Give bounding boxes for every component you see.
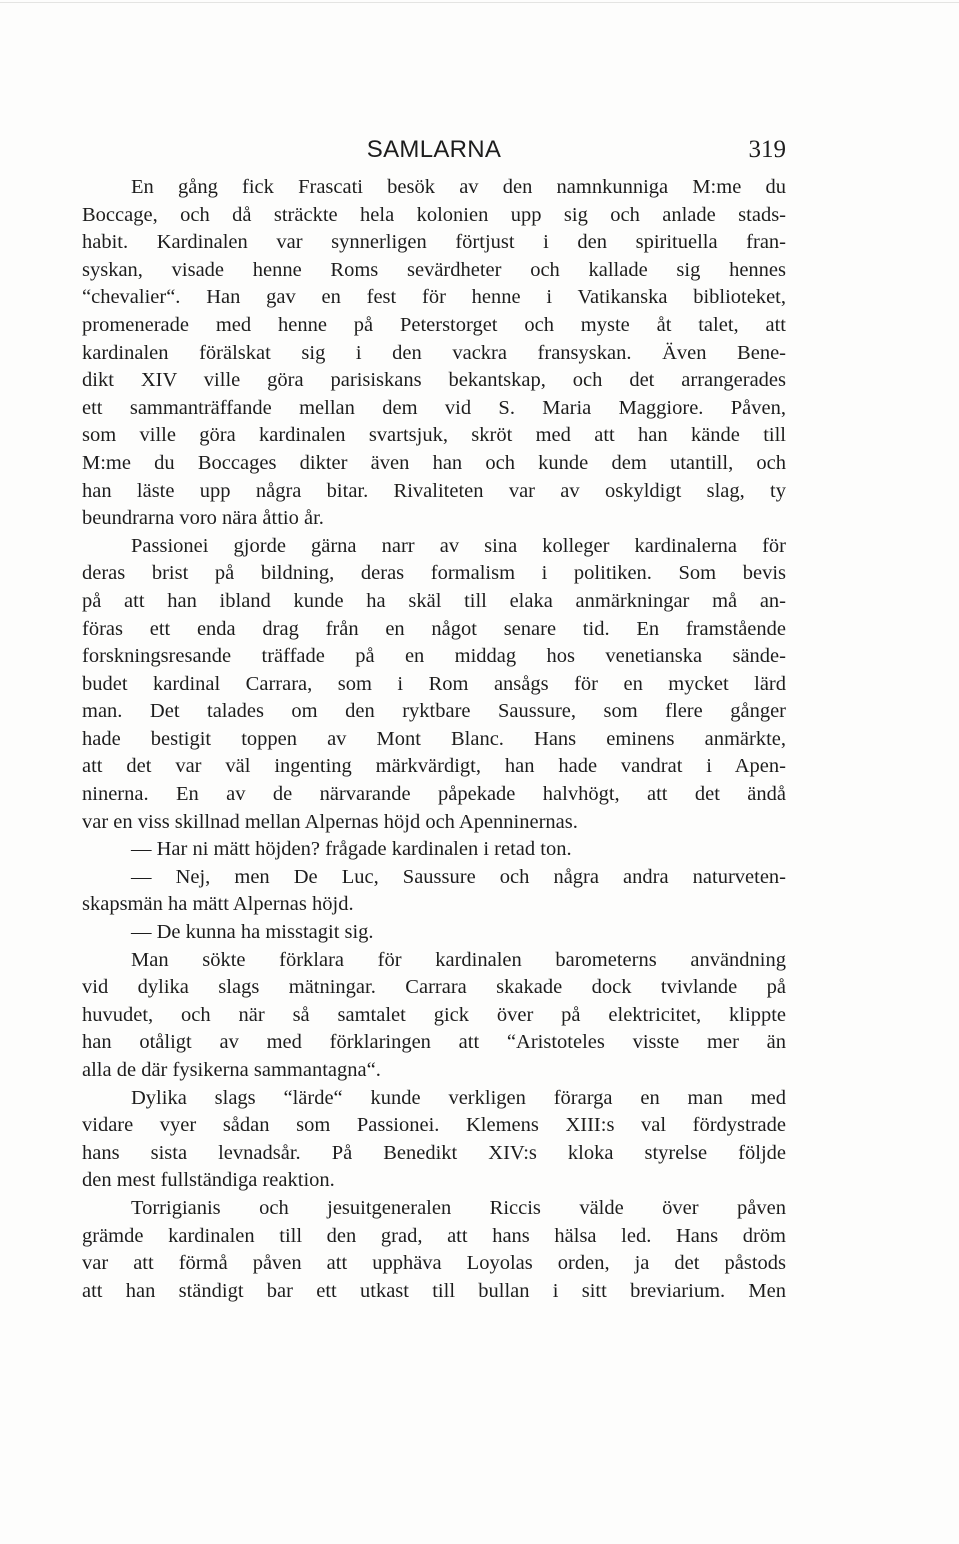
text-line: huvudet, och när så samtalet gick över på elektricitet, klippte <box>82 1003 786 1026</box>
text-line: ninerna. En av de närvarande påpekade halvhögt, att det ändå <box>82 783 786 806</box>
text-line: En gång fick Frascati besök av den namnkunniga M:me du <box>131 176 786 198</box>
text-line: Boccage, och då sträckte hela kolonien upp sig och anlade stads- <box>82 203 786 226</box>
text-line: föras ett enda drag från en något senare tid. En framstående <box>82 617 786 640</box>
text-line: hans sista levnadsår. På Benedikt XIV:s kloka styrelse följde <box>82 1141 786 1164</box>
text-line: forskningsresande träffade på en middag hos venetianska sände- <box>82 645 786 668</box>
text-line: deras brist på bildning, deras formalism i politiken. Som bevis <box>82 562 786 585</box>
text-line: skapsmän ha mätt Alpernas höjd. <box>82 893 354 916</box>
text-line: Torrigianis och jesuitgeneralen Riccis välde över påven <box>131 1196 786 1219</box>
text-line: var en viss skillnad mellan Alpernas höjd och Apenninernas. <box>82 810 578 833</box>
text-line: Passionei gjorde gärna narr av sina kolleger kardinalerna för <box>131 534 786 557</box>
text-line: kardinalen förälskat sig i den vackra fransyskan. Även Bene- <box>82 341 786 364</box>
text-line: på att han ibland kunde ha skäl till elaka anmärkningar må an- <box>82 589 786 612</box>
page-edge-rule <box>0 2 959 3</box>
text-line: promenerade med henne på Peterstorget och myste åt talet, att <box>82 313 786 336</box>
running-title: SAMLARNA <box>366 136 502 163</box>
text-line: syskan, visade henne Roms sevärdheter och kallade sig hennes <box>82 258 786 281</box>
text-line: att det var väl ingenting märkvärdigt, han hade vandrat i Apen- <box>82 755 786 778</box>
text-line: den mest fullständiga reaktion. <box>82 1169 335 1192</box>
text-line: grämde kardinalen till den grad, att hans hälsa led. Hans dröm <box>82 1224 786 1247</box>
text-line: hade bestigit toppen av Mont Blanc. Hans eminens anmärkte, <box>82 727 786 750</box>
body-text <box>82 174 786 1305</box>
text-line: som ville göra kardinalen svartsjuk, skröt med att han kände till <box>82 424 786 447</box>
text-line: habit. Kardinalen var synnerligen förtjust i den spirituella fran- <box>82 231 786 254</box>
text-line: beundrarna voro nära åttio år. <box>82 507 324 530</box>
page-number: 319 <box>748 136 786 163</box>
text-line: Dylika slags “lärde“ kunde verkligen förarga en man med <box>131 1086 786 1109</box>
text-line: alla de där fysikerna sammantagna“. <box>82 1059 381 1081</box>
text-line: M:me du Boccages dikter även han och kunde dem utantill, och <box>82 451 786 474</box>
text-line: vid dylika slags mätningar. Carrara skakade dock tvivlande på <box>82 976 786 999</box>
text-line: — Nej, men De Luc, Saussure och några andra naturveten- <box>131 865 786 888</box>
text-line: Man sökte förklara för kardinalen barometerns användning <box>131 948 786 971</box>
text-line: dikt XIV ville göra parisiskans bekantskap, och det arrangerades <box>82 369 786 392</box>
text-line: man. Det talades om den ryktbare Saussure, som flere gånger <box>82 700 786 723</box>
text-line: — De kunna ha misstagit sig. <box>131 921 374 944</box>
text-line: han läste upp några bitar. Rivaliteten var av oskyldigt slag, ty <box>82 479 786 502</box>
text-line: ett sammanträffande mellan dem vid S. Maria Maggiore. Påven, <box>82 396 786 419</box>
page-header <box>82 134 786 168</box>
text-line: — Har ni mätt höjden? frågade kardinalen i retad ton. <box>131 838 572 861</box>
text-line: han otåligt av med förklaringen att “Aristoteles visste mer än <box>82 1031 786 1054</box>
text-line: budet kardinal Carrara, som i Rom ansågs för en mycket lärd <box>82 672 786 695</box>
text-line: “chevalier“. Han gav en fest för henne i Vatikanska biblioteket, <box>82 286 786 309</box>
text-line: vidare vyer sådan som Passionei. Klemens XIII:s val fördystrade <box>82 1114 786 1137</box>
text-line: att han ständigt bar ett utkast till bullan i sitt breviarium. Men <box>82 1279 786 1302</box>
text-line: var att förmå påven att upphäva Loyolas orden, ja det påstods <box>82 1252 786 1275</box>
